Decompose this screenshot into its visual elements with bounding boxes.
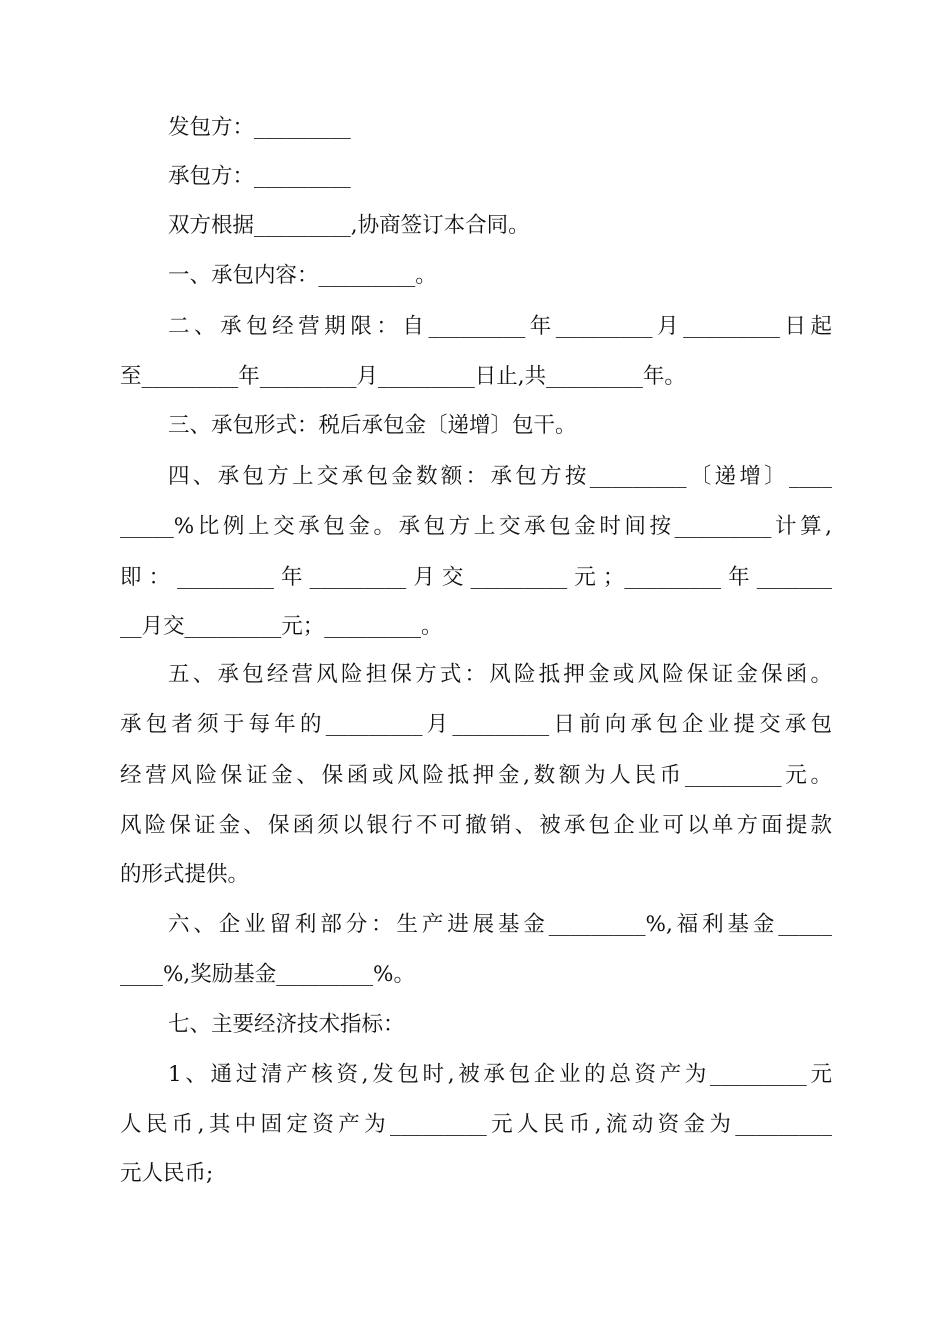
- contract-clause-5-cont-3: 风险保证金、保函须以银行不可撤销、被承包企业可以单方面提款: [120, 813, 832, 838]
- contract-clause-2: 二、承包经营期限：自_________年_________月_________日起: [168, 314, 832, 339]
- contract-clause-4: 四、承包方上交承包金数额：承包方按_________〔递增〕____: [168, 464, 832, 489]
- contract-clause-5: 五、承包经营风险担保方式：风险抵押金或风险保证金保函。: [168, 662, 832, 687]
- contract-clause-5-cont-1: 承包者须于每年的_________月_________日前向承包企业提交承包: [120, 712, 832, 737]
- contract-clause-5-cont-2: 经营风险保证金、保函或风险抵押金,数额为人民币_________元。: [120, 763, 832, 788]
- contract-clause-1: 一、承包内容：_________。: [168, 263, 437, 288]
- contract-clause-7-item-1: 1、通过清产核资,发包时,被承包企业的总资产为_________元: [168, 1062, 832, 1087]
- contract-clause-5-cont-4: 的形式提供。: [120, 862, 250, 887]
- contract-clause-7-item-1-cont-1: 人民币,其中固定资产为_________元人民币,流动资金为_________: [120, 1112, 832, 1137]
- contract-clause-7-item-1-cont-2: 元人民币;: [120, 1161, 214, 1186]
- contract-clause-6-cont: ____%,奖励基金_________%。: [120, 962, 415, 987]
- contract-clause-4-cont-1: _____%比例上交承包金。承包方上交承包金时间按_________计算,: [120, 514, 832, 539]
- contract-clause-7: 七、主要经济技术指标：: [168, 1012, 405, 1037]
- contract-clause-4-cont-3: __月交_________元；_________。: [120, 614, 443, 639]
- contract-clause-4-cont-2: 即：_________年_________月交_________元；_________年_______: [120, 565, 832, 590]
- contract-clause-6: 六、企业留利部分：生产进展基金_________%,福利基金_____: [168, 912, 832, 937]
- contract-clause-3: 三、承包形式：税后承包金〔递增〕包干。: [168, 413, 577, 438]
- contract-line-basis: 双方根据_________,协商签订本合同。: [168, 213, 530, 238]
- contract-line-employer: 发包方：_________: [168, 115, 351, 140]
- contract-clause-2-cont: 至_________年_________月_________日止,共_________年。: [120, 364, 686, 389]
- contract-line-contractor: 承包方：_________: [168, 164, 351, 189]
